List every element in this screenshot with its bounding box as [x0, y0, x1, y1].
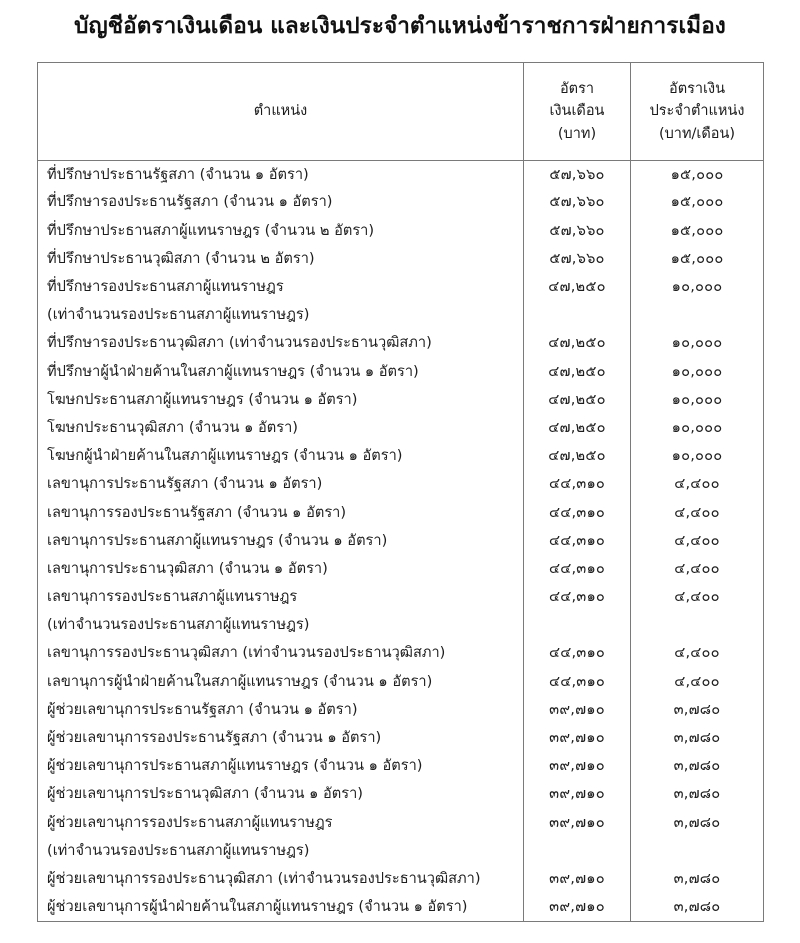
- cell-allowance: ๓,๗๘๐: [673, 813, 721, 831]
- cell-salary: ๕๗,๖๖๐: [524, 217, 631, 245]
- cell-allowance: ๔,๔๐๐: [674, 503, 720, 521]
- cell-salary: ๔๔,๓๑๐: [524, 668, 631, 696]
- cell-salary: ๕๗,๖๖๐: [524, 161, 631, 189]
- cell-salary: ๔๔,๓๑๐: [524, 555, 631, 583]
- column-header-position-label: ตำแหน่ง: [253, 103, 308, 120]
- cell-salary: ๓๙,๗๑๐: [524, 865, 631, 893]
- cell-allowance: ๑๐,๐๐๐: [671, 390, 723, 408]
- cell-allowance: ๓,๗๘๐: [673, 785, 721, 803]
- cell-position: ผู้ช่วยเลขานุการประธานวุฒิสภา (จำนวน ๑ อัตรา): [38, 781, 524, 809]
- table-row: [38, 471, 764, 499]
- table-header: [38, 63, 764, 161]
- cell-salary: ๓๙,๗๑๐: [524, 752, 631, 780]
- cell-allowance: ๓,๗๘๐: [673, 700, 721, 718]
- cell-allowance: ๔,๔๐๐: [674, 588, 720, 606]
- cell-salary: ๓๙,๗๑๐: [524, 809, 631, 837]
- cell-salary: [524, 837, 631, 865]
- cell-position: เลขานุการผู้นำฝ่ายค้านในสภาผู้แทนราษฎร (จำนวน ๑ อัตรา): [38, 668, 524, 696]
- cell-allowance: ๔,๔๐๐: [674, 559, 720, 577]
- cell-salary: ๔๗,๒๕๐: [524, 358, 631, 386]
- cell-position: (เท่าจำนวนรองประธานสภาผู้แทนราษฎร): [38, 837, 524, 865]
- cell-salary: ๔๔,๓๑๐: [524, 499, 631, 527]
- cell-allowance: ๓,๗๘๐: [673, 757, 721, 775]
- cell-allowance: [631, 612, 764, 640]
- salary-table: [37, 62, 764, 922]
- table-row: [38, 442, 764, 470]
- column-header-salary-line2: เงินเดือน: [549, 103, 605, 120]
- table-row: [38, 301, 764, 329]
- cell-position: ผู้ช่วยเลขานุการรองประธานรัฐสภา (จำนวน ๑ อัตรา): [38, 724, 524, 752]
- cell-salary: ๔๔,๓๑๐: [524, 640, 631, 668]
- table-row: [38, 781, 764, 809]
- cell-position: ที่ปรึกษารองประธานวุฒิสภา (เท่าจำนวนรองประธานวุฒิสภา): [38, 330, 524, 358]
- cell-allowance: ๑๐,๐๐๐: [671, 362, 723, 380]
- cell-position: ที่ปรึกษาประธานวุฒิสภา (จำนวน ๒ อัตรา): [38, 245, 524, 273]
- column-header-allowance-line2: ประจำตำแหน่ง: [649, 103, 745, 120]
- cell-allowance: ๑๕,๐๐๐: [670, 165, 724, 183]
- table-row: [38, 217, 764, 245]
- cell-position: ที่ปรึกษาผู้นำฝ่ายค้านในสภาผู้แทนราษฎร (จำนวน ๑ อัตรา): [38, 358, 524, 386]
- cell-allowance: ๓,๗๘๐: [673, 869, 721, 887]
- cell-allowance: [631, 301, 764, 329]
- cell-salary: ๔๔,๓๑๐: [524, 583, 631, 611]
- table-row: [38, 555, 764, 583]
- table-row: [38, 330, 764, 358]
- cell-allowance: ๑๕,๐๐๐: [670, 249, 724, 267]
- table-row: [38, 273, 764, 301]
- cell-salary: ๔๔,๓๑๐: [524, 527, 631, 555]
- cell-position: โฆษกประธานวุฒิสภา (จำนวน ๑ อัตรา): [38, 414, 524, 442]
- cell-salary: ๔๔,๓๑๐: [524, 471, 631, 499]
- cell-salary: ๕๗,๖๖๐: [524, 189, 631, 217]
- column-header-allowance-line3: (บาท/เดือน): [658, 125, 736, 142]
- cell-position: (เท่าจำนวนรองประธานสภาผู้แทนราษฎร): [38, 612, 524, 640]
- table-row: [38, 527, 764, 555]
- table-row: [38, 499, 764, 527]
- cell-position: ผู้ช่วยเลขานุการประธานสภาผู้แทนราษฎร (จำนวน ๑ อัตรา): [38, 752, 524, 780]
- cell-salary: ๓๙,๗๑๐: [524, 893, 631, 921]
- table-row: [38, 612, 764, 640]
- column-header-salary-line3: (บาท): [557, 125, 597, 142]
- table-row: [38, 245, 764, 273]
- cell-allowance: [631, 837, 764, 865]
- cell-position: ผู้ช่วยเลขานุการรองประธานสภาผู้แทนราษฎร: [38, 809, 524, 837]
- cell-position: เลขานุการรองประธานวุฒิสภา (เท่าจำนวนรองประธานวุฒิสภา): [38, 640, 524, 668]
- cell-allowance: ๑๐,๐๐๐: [671, 447, 723, 465]
- table-row: [38, 189, 764, 217]
- cell-position: ที่ปรึกษารองประธานสภาผู้แทนราษฎร: [38, 273, 524, 301]
- table-row: [38, 837, 764, 865]
- cell-position: ที่ปรึกษาประธานรัฐสภา (จำนวน ๑ อัตรา): [38, 161, 524, 189]
- cell-salary: ๔๗,๒๕๐: [524, 273, 631, 301]
- table-row: [38, 724, 764, 752]
- cell-position: ผู้ช่วยเลขานุการประธานรัฐสภา (จำนวน ๑ อัตรา): [38, 696, 524, 724]
- header-row: [38, 63, 764, 161]
- table-row: [38, 809, 764, 837]
- column-header-allowance: [631, 63, 764, 161]
- cell-position: เลขานุการรองประธานสภาผู้แทนราษฎร: [38, 583, 524, 611]
- cell-salary: [524, 301, 631, 329]
- table-row: [38, 161, 764, 189]
- cell-position: เลขานุการประธานสภาผู้แทนราษฎร (จำนวน ๑ อัตรา): [38, 527, 524, 555]
- table-row: [38, 752, 764, 780]
- cell-salary: [524, 612, 631, 640]
- cell-position: (เท่าจำนวนรองประธานสภาผู้แทนราษฎร): [38, 301, 524, 329]
- page-title: บัญชีอัตราเงินเดือน และเงินประจำตำแหน่งข้าราชการฝ่ายการเมือง: [74, 13, 726, 39]
- column-header-salary: [524, 63, 631, 161]
- cell-position: โฆษกประธานสภาผู้แทนราษฎร (จำนวน ๑ อัตรา): [38, 386, 524, 414]
- column-header-salary-line1: อัตรา: [559, 81, 595, 98]
- cell-position: ผู้ช่วยเลขานุการรองประธานวุฒิสภา (เท่าจำนวนรองประธานวุฒิสภา): [38, 865, 524, 893]
- cell-position: ผู้ช่วยเลขานุการผู้นำฝ่ายค้านในสภาผู้แทนราษฎร (จำนวน ๑ อัตรา): [38, 893, 524, 921]
- table-row: [38, 414, 764, 442]
- cell-salary: ๔๗,๒๕๐: [524, 386, 631, 414]
- cell-allowance: ๑๐,๐๐๐: [671, 334, 723, 352]
- table-row: [38, 865, 764, 893]
- table-row: [38, 386, 764, 414]
- table-row: [38, 668, 764, 696]
- column-header-allowance-line1: อัตราเงิน: [668, 81, 725, 98]
- cell-allowance: ๓,๗๘๐: [673, 729, 721, 747]
- table-body: [38, 161, 764, 922]
- table-row: [38, 696, 764, 724]
- column-header-position: [38, 63, 524, 161]
- cell-salary: ๔๗,๒๕๐: [524, 330, 631, 358]
- table-row: [38, 358, 764, 386]
- salary-table-container: [37, 62, 763, 922]
- cell-position: เลขานุการรองประธานรัฐสภา (จำนวน ๑ อัตรา): [38, 499, 524, 527]
- cell-salary: ๔๗,๒๕๐: [524, 442, 631, 470]
- cell-position: เลขานุการประธานรัฐสภา (จำนวน ๑ อัตรา): [38, 471, 524, 499]
- cell-position: เลขานุการประธานวุฒิสภา (จำนวน ๑ อัตรา): [38, 555, 524, 583]
- cell-allowance: ๑๕,๐๐๐: [670, 193, 724, 211]
- cell-allowance: ๔,๔๐๐: [674, 475, 720, 493]
- cell-allowance: ๓,๗๘๐: [673, 897, 721, 915]
- cell-allowance: ๔,๔๐๐: [674, 644, 720, 662]
- cell-allowance: ๔,๔๐๐: [674, 531, 720, 549]
- cell-salary: ๕๗,๖๖๐: [524, 245, 631, 273]
- cell-allowance: ๑๕,๐๐๐: [670, 221, 724, 239]
- cell-allowance: ๔,๔๐๐: [674, 672, 720, 690]
- cell-salary: ๔๗,๒๕๐: [524, 414, 631, 442]
- cell-allowance: ๑๐,๐๐๐: [671, 418, 723, 436]
- cell-position: ที่ปรึกษาประธานสภาผู้แทนราษฎร (จำนวน ๒ อัตรา): [38, 217, 524, 245]
- table-row: [38, 893, 764, 921]
- cell-salary: ๓๙,๗๑๐: [524, 781, 631, 809]
- table-row: [38, 583, 764, 611]
- cell-salary: ๓๙,๗๑๐: [524, 696, 631, 724]
- cell-position: ที่ปรึกษารองประธานรัฐสภา (จำนวน ๑ อัตรา): [38, 189, 524, 217]
- cell-salary: ๓๙,๗๑๐: [524, 724, 631, 752]
- cell-allowance: ๑๐,๐๐๐: [671, 278, 723, 296]
- table-row: [38, 640, 764, 668]
- cell-position: โฆษกผู้นำฝ่ายค้านในสภาผู้แทนราษฎร (จำนวน ๑ อัตรา): [38, 442, 524, 470]
